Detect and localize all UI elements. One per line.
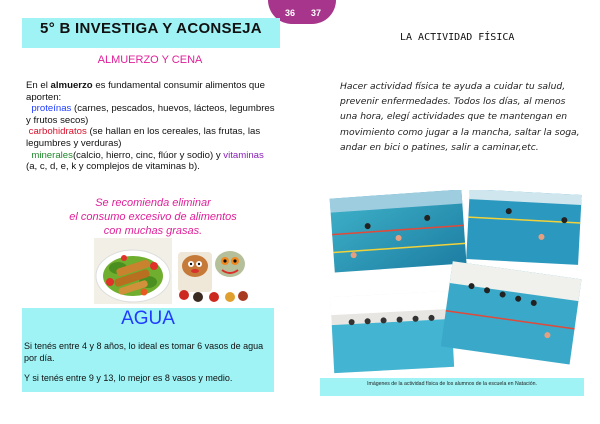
recommend-line-3: con muchas grasas.	[103, 225, 203, 237]
recommend-line-1: Se recomienda eliminar	[95, 197, 211, 209]
carbo-text: (se hallan en los cereales, las frutas, las legumbres y verduras)	[26, 126, 261, 149]
proteinas-text: (carnes, pescados, huevos, lácteos, legumbres y frutos secos)	[26, 103, 275, 126]
page-title: 5° B INVESTIGA Y ACONSEJA	[40, 20, 262, 37]
nutrition-text	[26, 80, 276, 173]
swimming-photo-collage	[328, 190, 584, 378]
activity-text: Hacer actividad física te ayuda a cuidar tu salud, prevenir enfermedades. Todos los días, al menos una hora, elegí actividades que te mantengan en movimiento como jugar a la mancha, saltar la soga, andar en bici o patines, salir a caminar,etc.	[340, 81, 580, 153]
section-subtitle: ALMUERZO Y CENA	[97, 54, 203, 66]
agua-text-1: Si tenés entre 4 y 8 años, lo ideal es tomar 6 vasos de agua por día.	[24, 341, 264, 363]
intro-pre: En el	[26, 80, 51, 91]
activity-title: LA ACTIVIDAD FÍSICA	[400, 32, 515, 43]
agua-text	[24, 341, 270, 385]
intro-bold: almuerzo	[50, 80, 93, 91]
photo-caption: Imágenes de la actividad física de los alumnos de la escuela en Natación.	[367, 381, 537, 387]
swim-photo-2	[466, 190, 582, 265]
swim-photo-3	[330, 291, 454, 373]
chicken-salad-image	[94, 238, 172, 304]
agua-text-2: Y si tenés entre 9 y 13, lo mejor es 8 vasos y medio.	[24, 373, 233, 383]
vitaminas-text: (a, c, d, e, k y complejos de vitaminas b).	[26, 161, 200, 173]
agua-title: AGUA	[121, 308, 175, 329]
recommend-line-2: el consumo excesivo de alimentos	[69, 211, 237, 223]
page-number-left: 36	[285, 8, 296, 18]
vitaminas-label: vitaminas	[223, 149, 264, 161]
intro-post: es fundamental consumir alimentos que aporten:	[26, 80, 265, 103]
swim-photo-1	[330, 190, 467, 273]
proteinas-label: proteínas	[31, 103, 72, 115]
minerales-text: (calcio, hierro, cinc, flúor y sodio) y	[72, 149, 224, 161]
recommendation	[48, 196, 258, 238]
carbo-label: carbohidratos	[28, 126, 87, 138]
page-number-right: 37	[311, 8, 322, 18]
minerales-label: minerales	[31, 149, 73, 161]
funny-food-image	[176, 238, 250, 304]
swim-photo-4	[441, 261, 582, 364]
